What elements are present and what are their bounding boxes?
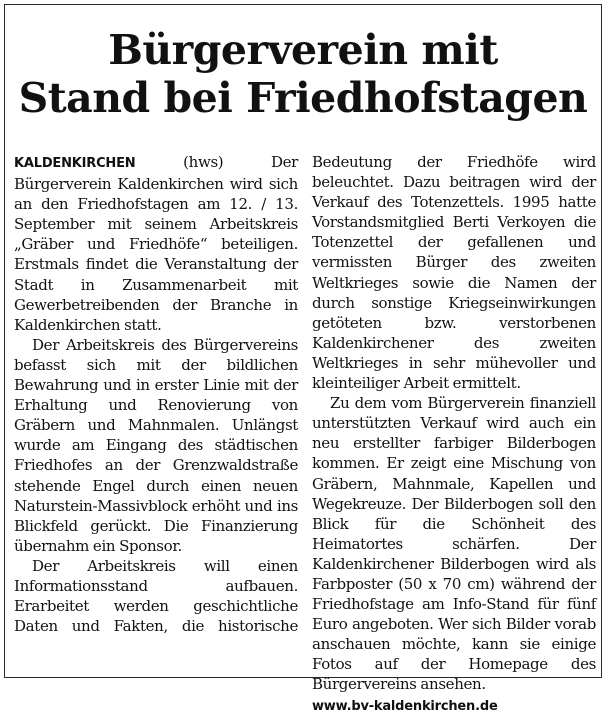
headline-line-2: Stand bei Friedhofstagen [18, 74, 588, 122]
paragraph-1-text: (hws) Der Bürgerverein Kaldenkirchen wird sich an den Friedhofstagen am 12. / 13. September mit seinem Arbeitskreis „Gräber und Friedhöfe“ beteiligen. Erstmals findet die Veranstaltung der Stadt in Zusammenarbeit mit Gewerbetreibenden der Branche in Kaldenkirchen statt. [14, 153, 298, 334]
article-body [14, 152, 596, 717]
website-link[interactable]: www.bv-kaldenkirchen.de [312, 698, 498, 714]
headline-line-1: Bürgerverein mit [108, 26, 498, 74]
paragraph-3: Der Arbeitskreis will einen Informationsstand aufbauen. Erarbeitet werden geschichtliche Daten und Fakten, die historische [14, 556, 298, 636]
paragraph-2: Der Arbeitskreis des Bürgervereins befasst sich mit der bildlichen Bewahrung und in erster Linie mit der Erhaltung und Renovierung von Gräbern und Mahnmalen. Unlängst wurde am Eingang des städtischen Friedhofes an der Grenzwaldstraße stehende Engel durch einen neuen Naturstein-Massivblock erhöht und ins Blickfeld gerückt. Die Finanzierung übernahm ein Sponsor. [14, 335, 298, 555]
paragraph-1 [14, 152, 298, 335]
column-right [312, 152, 596, 717]
column-left [14, 152, 298, 717]
article-headline [4, 26, 602, 122]
paragraph-3-continued: Bedeutung der Friedhöfe wird beleuchtet. Dazu beitragen wird der Verkauf des Totenzettels. 1995 hatte Vorstandsmitglied Berti Verkoyen die Totenzettel der gefallenen und vermissten Bürger des zweiten Weltkrieges sowie die Namen der durch sonstige Kriegseinwirkungen getöteten bzw. verstorbenen Kaldenkirchener des zweiten Weltkrieges in sehr mühevoller und kleinteiliger Arbeit ermittelt. [312, 153, 596, 393]
dateline: KALDENKIRCHEN [14, 156, 136, 171]
paragraph-4: Zu dem vom Bürgerverein finanziell unterstützten Verkauf wird auch ein neu erstellter farbiger Bilderbogen kommen. Er zeigt eine Mischung von Gräbern, Mahnmale, Kapellen und Wegekreuze. Der Bilderbogen soll den Blick für die Schönheit des Heimatortes schärfen. Der Kaldenkirchener Bilderbogen wird als Farbposter (50 x 70 cm) während der Friedhofstage am Info-Stand für fünf Euro angeboten. Wer sich Bilder vorab anschauen möchte, kann sie einige Fotos auf der Homepage des Bürgervereins ansehen. [312, 394, 596, 694]
